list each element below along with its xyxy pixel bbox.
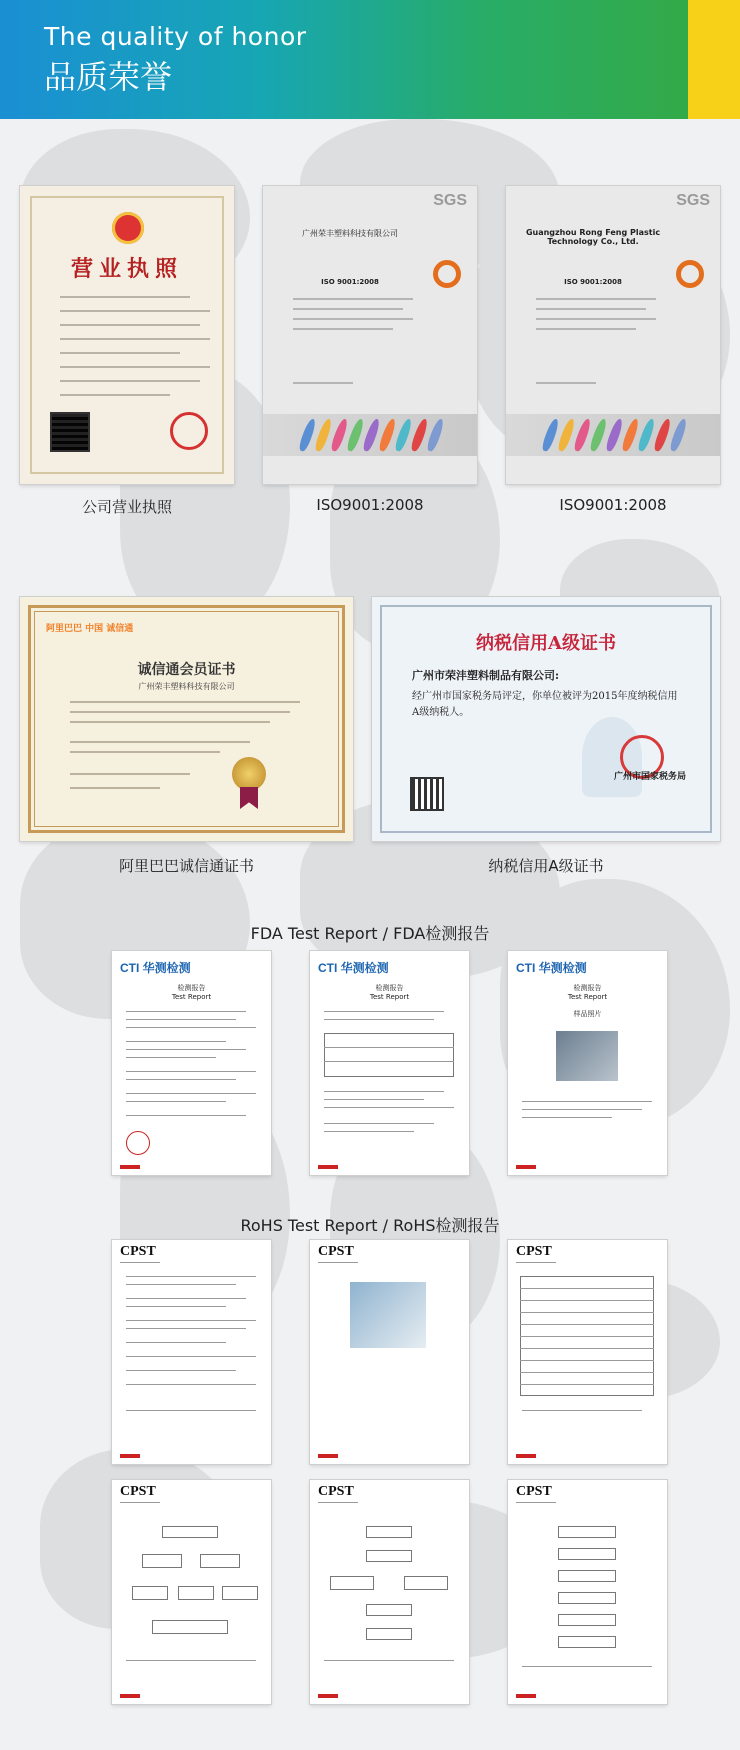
medal-icon — [232, 757, 266, 791]
page-header — [0, 0, 740, 119]
iso-cn-company: 广州荣丰塑料科技有限公司 — [302, 229, 398, 238]
caption-business-license: 公司营业执照 — [81, 498, 172, 516]
header-accent-bar — [688, 0, 740, 119]
sample-photo — [350, 1282, 426, 1348]
report-title: 检测报告 — [177, 984, 206, 992]
fda-report-page-1 — [112, 951, 271, 1175]
cpst-logo: CPST — [120, 1484, 156, 1499]
header-title-zh: 品质荣誉 — [44, 58, 173, 96]
license-title: 营业执照 — [70, 256, 183, 282]
national-emblem-icon — [112, 212, 144, 244]
caption-iso-cn: ISO9001:2008 — [316, 496, 424, 514]
rohs-report-page-5 — [310, 1480, 469, 1704]
cti-logo: CTI 华测检测 — [516, 961, 587, 975]
sgs-logo: SGS — [676, 192, 710, 209]
fda-report-page-3 — [508, 951, 667, 1175]
alibaba-logo: 阿里巴巴 中国 诚信通 — [46, 624, 134, 634]
tax-issuer: 广州市国家税务局 — [613, 772, 686, 782]
sample-photo — [556, 1031, 618, 1081]
certification-mark-icon — [433, 260, 461, 288]
cpst-logo: CPST — [516, 1484, 552, 1499]
photo-caption: 样品照片 — [573, 1010, 602, 1018]
red-seal-icon — [170, 412, 208, 450]
report-title: 检测报告 — [375, 984, 404, 992]
qr-code-icon — [410, 777, 444, 811]
header-title-en: The quality of honor — [44, 22, 307, 51]
report-title-en: Test Report — [567, 993, 608, 1001]
cpst-logo: CPST — [318, 1484, 354, 1499]
iso-cn-standard: ISO 9001:2008 — [321, 278, 379, 286]
report-title: 检测报告 — [573, 984, 602, 992]
cti-logo: CTI 华测检测 — [318, 961, 389, 975]
fda-report-page-2 — [310, 951, 469, 1175]
report-title-en: Test Report — [171, 993, 212, 1001]
cpst-logo: CPST — [120, 1244, 156, 1259]
alibaba-certificate — [20, 597, 353, 841]
tax-company: 广州市荣沣塑料制品有限公司: — [412, 669, 560, 682]
cpst-logo: CPST — [516, 1244, 552, 1259]
report-title-en: Test Report — [369, 993, 410, 1001]
iso-certificate-english — [506, 186, 720, 484]
tax-body: 经广州市国家税务局评定，你单位被评为2015年度纳税信用A级纳税人。 — [412, 691, 678, 718]
alibaba-company: 广州荣丰塑料科技有限公司 — [138, 682, 235, 691]
iso-en-standard: ISO 9001:2008 — [564, 278, 622, 286]
cti-logo: CTI 华测检测 — [120, 961, 191, 975]
sgs-logo: SGS — [433, 192, 467, 209]
caption-iso-en: ISO9001:2008 — [559, 496, 667, 514]
rohs-report-page-2 — [310, 1240, 469, 1464]
rohs-report-page-6 — [508, 1480, 667, 1704]
tax-credit-certificate — [372, 597, 720, 841]
iso-en-company: Guangzhou Rong Feng Plastic Technology Co., Ltd. — [525, 228, 661, 246]
rohs-report-page-1 — [112, 1240, 271, 1464]
business-license-certificate — [20, 186, 234, 484]
rohs-report-page-4 — [112, 1480, 271, 1704]
certification-mark-icon — [676, 260, 704, 288]
caption-alibaba: 阿里巴巴诚信通证书 — [118, 857, 254, 875]
fda-section-title: FDA Test Report / FDA检测报告 — [250, 924, 490, 943]
cpst-logo: CPST — [318, 1244, 354, 1259]
rohs-section-title: RoHS Test Report / RoHS检测报告 — [240, 1216, 500, 1235]
qr-code-icon — [50, 412, 90, 452]
caption-tax: 纳税信用A级证书 — [488, 857, 604, 875]
tax-title: 纳税信用A级证书 — [476, 633, 616, 654]
alibaba-title: 诚信通会员证书 — [137, 662, 236, 678]
rohs-report-page-3 — [508, 1240, 667, 1464]
iso-certificate-chinese — [263, 186, 477, 484]
